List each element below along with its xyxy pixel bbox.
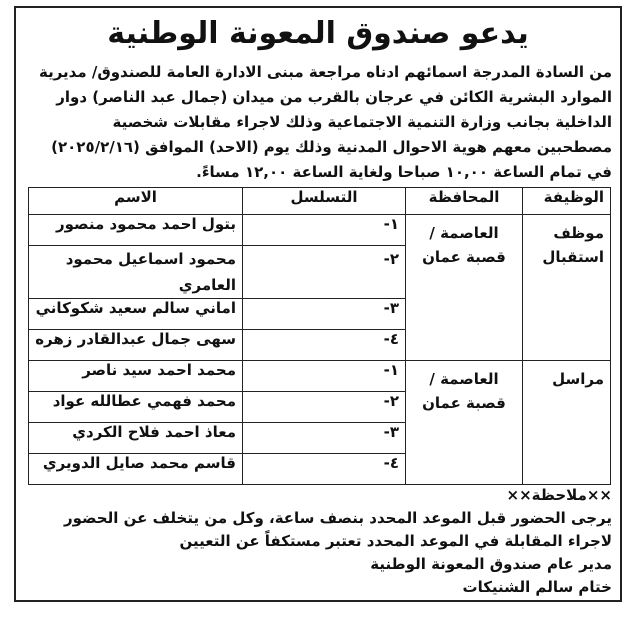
sequence-cell: ٤- <box>243 454 406 485</box>
table-row <box>29 361 611 392</box>
sequence-cell: ٣- <box>243 423 406 454</box>
name-cell: معاذ احمد فلاح الكردي <box>29 423 243 454</box>
header-name: الاسم <box>29 188 243 215</box>
note-line: يرجى الحضور قبل الموعد المحدد بنصف ساعة، وكل من يتخلف عن الحضور <box>63 509 612 527</box>
sequence-cell: ١- <box>243 361 406 392</box>
announcement-frame <box>14 6 622 602</box>
sequence-cell: ٢- <box>243 392 406 423</box>
candidates-table <box>28 187 611 485</box>
header-job: الوظيفة <box>523 188 611 215</box>
name-cell: قاسم محمد صايل الدويري <box>29 454 243 485</box>
name-cell: محمود اسماعيل محمود العامري <box>29 246 243 299</box>
intro-line: في تمام الساعة ١٠,٠٠ صباحا ولغاية الساعة ١٢,٠٠ مساءً. <box>196 163 612 181</box>
signature-role: مدير عام صندوق المعونة الوطنية <box>370 555 612 573</box>
job-cell: مراسل <box>523 361 611 485</box>
intro-paragraph <box>24 60 612 185</box>
governorate-cell: العاصمة / قصبة عمان <box>406 215 523 361</box>
governorate-cell: العاصمة / قصبة عمان <box>406 361 523 485</box>
header-governorate: المحافظة <box>406 188 523 215</box>
intro-line: الداخلية بجانب وزارة التنمية الاجتماعية وذلك لاجراء مقابلات شخصية <box>112 113 612 131</box>
note-line: لاجراء المقابلة في الموعد المحدد تعتبر مستكفاً عن التعيين <box>179 532 612 550</box>
name-cell: بتول احمد محمود منصور <box>29 215 243 246</box>
name-cell: محمد فهمي عطالله عواد <box>29 392 243 423</box>
announcement-title: يدعو صندوق المعونة الوطنية <box>107 16 529 51</box>
signature-name: ختام سالم الشنيكات <box>462 578 612 596</box>
header-sequence: التسلسل <box>243 188 406 215</box>
table-row <box>29 215 611 246</box>
intro-line: من السادة المدرجة اسمائهم ادناه مراجعة مبنى الادارة العامة للصندوق/ مديرية <box>38 63 612 81</box>
name-cell: اماني سالم سعيد شكوكاني <box>29 299 243 330</box>
table-header-row <box>29 188 611 215</box>
intro-line: مصطحبين معهم هوية الاحوال المدنية وذلك يوم (الاحد) الموافق (٢٠٢٥/٢/١٦) <box>51 138 612 156</box>
sequence-cell: ٣- <box>243 299 406 330</box>
note-heading: ××ملاحظة×× <box>506 486 612 504</box>
intro-line: الموارد البشرية الكائن في عرجان بالقرب من ميدان (جمال عبد الناصر) دوار <box>56 88 612 106</box>
sequence-cell: ١- <box>243 215 406 246</box>
sequence-cell: ٢- <box>243 246 406 299</box>
name-cell: سهى جمال عبدالقادر زهره <box>29 330 243 361</box>
sequence-cell: ٤- <box>243 330 406 361</box>
job-cell: موظف استقبال <box>523 215 611 361</box>
footer-notes <box>24 484 612 599</box>
name-cell: محمد احمد سيد ناصر <box>29 361 243 392</box>
